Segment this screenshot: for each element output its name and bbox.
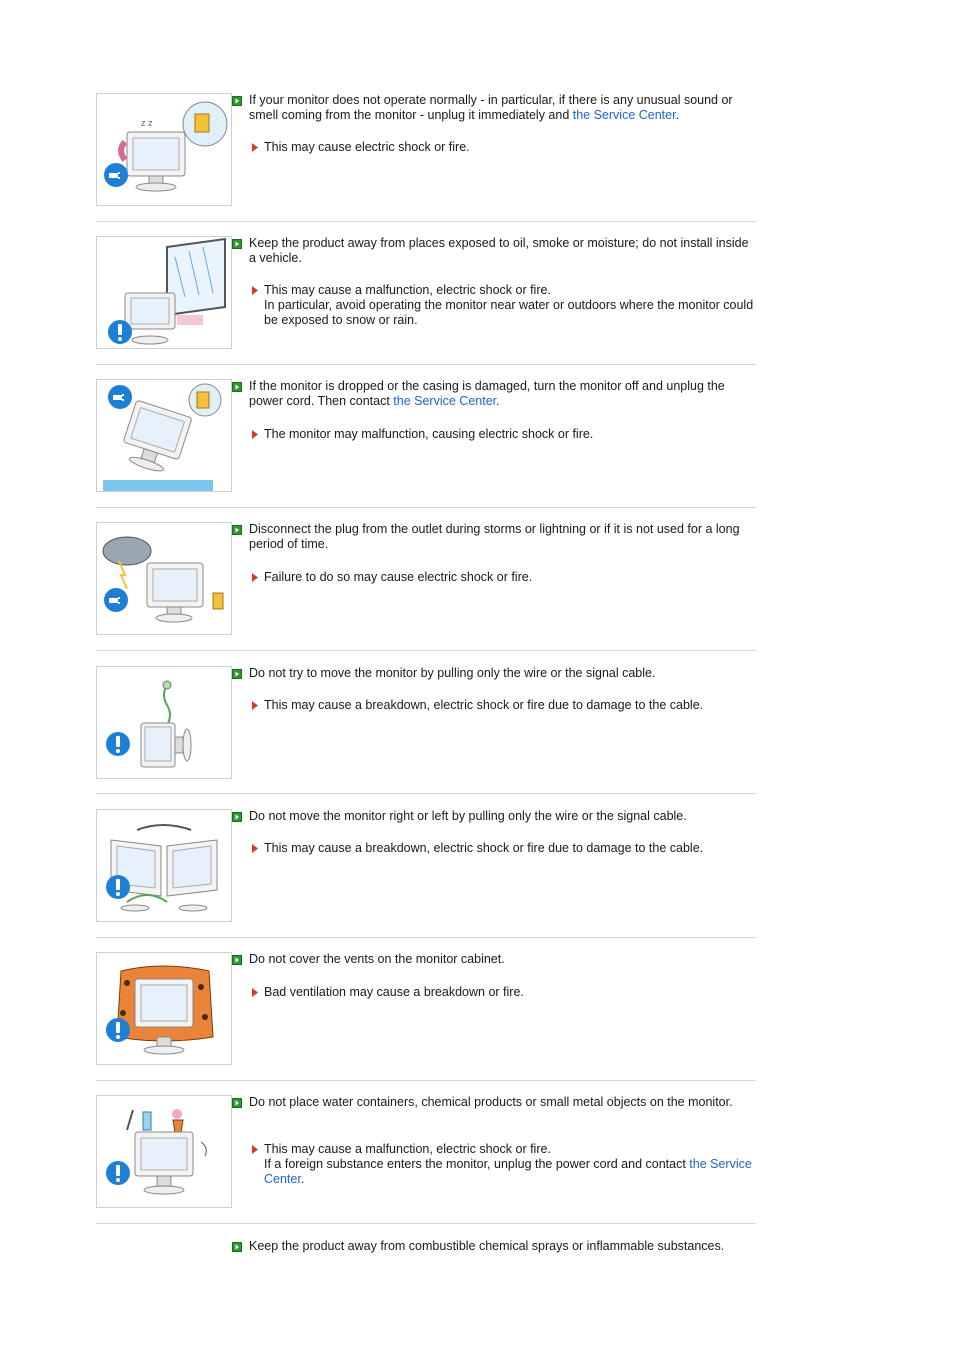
consequence-item: Bad ventilation may cause a breakdown or fire.	[249, 985, 754, 1000]
warning-icon	[107, 319, 133, 345]
service-center-link[interactable]: the Service Center	[393, 394, 497, 408]
green-bullet-icon	[232, 812, 242, 822]
consequence-item: This may cause a breakdown, electric shock or fire due to damage to the cable.	[249, 698, 754, 713]
consequence-list	[249, 283, 754, 332]
illustration-storm	[96, 522, 232, 635]
consequence-item: This may cause a malfunction, electric shock or fire. In particular, avoid operating the monitor near water or outdoors where the monitor could be exposed to snow or rain.	[249, 283, 754, 328]
red-arrow-icon	[252, 844, 258, 853]
divider	[96, 1080, 756, 1081]
divider	[96, 221, 756, 222]
precaution-text: Keep the product away from places exposed to oil, smoke or moisture; do not install inside a vehicle.	[249, 236, 749, 265]
precaution-text: If the monitor is dropped or the casing is damaged, turn the monitor off and unplug the power cord. Then contact the Service Center.	[249, 379, 725, 408]
red-arrow-icon	[252, 1145, 258, 1154]
divider	[96, 507, 756, 508]
service-center-link[interactable]: the Service Center	[572, 108, 676, 122]
consequence-list	[249, 985, 754, 1004]
divider	[96, 364, 756, 365]
unplug-icon	[107, 384, 133, 410]
green-bullet-icon	[232, 239, 242, 249]
warning-icon	[105, 1017, 131, 1043]
consequence-item: This may cause a malfunction, electric shock or fire. If a foreign substance enters the monitor, unplug the power cord and contact the Service Center.	[249, 1142, 754, 1187]
consequence-item: This may cause electric shock or fire.	[249, 140, 754, 155]
consequence-list	[249, 841, 754, 860]
consequence-list	[249, 570, 754, 589]
precaution-text: Do not move the monitor right or left by pulling only the wire or the signal cable.	[249, 809, 687, 823]
divider	[96, 650, 756, 651]
illustration-unusual-sound	[96, 93, 232, 206]
consequence-item: Failure to do so may cause electric shock or fire.	[249, 570, 754, 585]
consequence-item: This may cause a breakdown, electric shock or fire due to damage to the cable.	[249, 841, 754, 856]
green-bullet-icon	[232, 1242, 242, 1252]
red-arrow-icon	[252, 988, 258, 997]
illustration-moisture	[96, 236, 232, 349]
consequence-list	[249, 140, 754, 159]
divider	[96, 1223, 756, 1224]
green-bullet-icon	[232, 1098, 242, 1108]
precaution-text: Keep the product away from combustible chemical sprays or inflammable substances.	[249, 1239, 725, 1253]
green-bullet-icon	[232, 382, 242, 392]
red-arrow-icon	[252, 701, 258, 710]
illustration-pull-wire	[96, 666, 232, 779]
consequence-list	[249, 1142, 754, 1191]
warning-icon	[105, 1160, 131, 1186]
green-bullet-icon	[232, 955, 242, 965]
precaution-text: Do not place water containers, chemical products or small metal objects on the monitor.	[249, 1095, 733, 1109]
consequence-list	[249, 698, 754, 717]
red-arrow-icon	[252, 143, 258, 152]
divider	[96, 937, 756, 938]
illustration-move-sideways	[96, 809, 232, 922]
red-arrow-icon	[252, 286, 258, 295]
consequence-item: The monitor may malfunction, causing electric shock or fire.	[249, 427, 754, 442]
warning-icon	[105, 874, 131, 900]
green-bullet-icon	[232, 525, 242, 535]
green-bullet-icon	[232, 96, 242, 106]
service-center-link[interactable]: the Service Center	[264, 1157, 752, 1186]
unplug-icon	[103, 587, 129, 613]
consequence-list	[249, 427, 754, 446]
illustration-dropped-monitor	[96, 379, 232, 492]
red-arrow-icon	[252, 430, 258, 439]
divider	[96, 793, 756, 794]
illustration-objects-on-monitor	[96, 1095, 232, 1208]
precaution-text: If your monitor does not operate normally - in particular, if there is any unusual sound or smell coming from the monitor - unplug it immediately and the Service Center.	[249, 93, 733, 122]
precaution-text: Do not try to move the monitor by pulling only the wire or the signal cable.	[249, 666, 656, 680]
unplug-icon	[103, 162, 129, 188]
precaution-text: Do not cover the vents on the monitor cabinet.	[249, 952, 505, 966]
illustration-covered-vents	[96, 952, 232, 1065]
svg-text:z z: z z	[141, 118, 153, 128]
warning-icon	[105, 731, 131, 757]
red-arrow-icon	[252, 573, 258, 582]
precaution-text: Disconnect the plug from the outlet during storms or lightning or if it is not used for a long period of time.	[249, 522, 740, 551]
green-bullet-icon	[232, 669, 242, 679]
